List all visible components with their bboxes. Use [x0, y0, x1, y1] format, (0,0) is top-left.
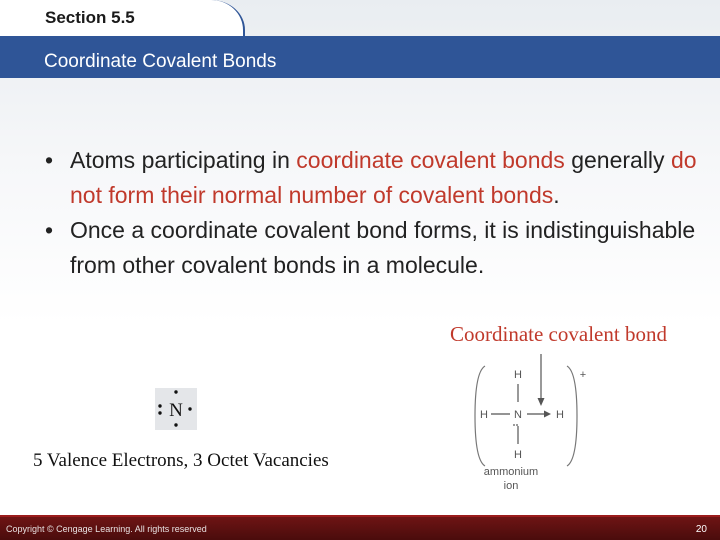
ammonium-label-line1: ammonium [483, 466, 539, 478]
bullet-1-text-c: . [553, 182, 560, 208]
right-bracket [567, 366, 577, 466]
ammonium-structure [471, 348, 593, 496]
ammonium-label-line2: ion [503, 480, 519, 492]
coordinate-bond-label: Coordinate covalent bond [450, 322, 667, 346]
page-number: 20 [695, 524, 707, 535]
charge-sign: + [579, 369, 587, 381]
nitrogen-center: N [514, 409, 522, 421]
nitrogen-lewis-structure [155, 388, 197, 430]
nitrogen-symbol: N [169, 400, 183, 421]
lone-electron-bottom [174, 423, 177, 426]
bullet-item-2 [45, 213, 705, 283]
lone-electron-top [174, 390, 177, 393]
bullet-item-1 [45, 143, 705, 213]
electron-pair-left-1 [158, 404, 161, 407]
bullet-1-text-a: Atoms participating in [70, 147, 297, 173]
lone-electron-right [188, 407, 191, 410]
electron-pair-left-2 [158, 411, 161, 414]
bullet-2-text: Once a coordinate covalent bond forms, it is indistinguishable from other covalent bonds in a molecule. [70, 217, 696, 278]
section-label: Section 5.5 [45, 8, 135, 27]
hydrogen-right: H [556, 409, 564, 421]
coordinate-bond-arrowhead [544, 411, 551, 418]
bullet-1-highlight-a: coordinate covalent bonds [296, 147, 565, 173]
valence-caption: 5 Valence Electrons, 3 Octet Vacancies [33, 450, 329, 471]
label-pointer-arrowhead [538, 398, 545, 406]
slide-title: Coordinate Covalent Bonds [44, 51, 277, 72]
pair-dot-2 [516, 424, 518, 426]
hydrogen-top: H [514, 369, 522, 381]
pair-dot-1 [513, 424, 515, 426]
bullet-list [45, 143, 705, 283]
copyright-text: Copyright © Cengage Learning. All rights reserved [6, 524, 207, 534]
hydrogen-bottom: H [514, 449, 522, 461]
bullet-1-highlight-b: do not form their normal number of covalent bonds [70, 147, 697, 208]
ammonium-diagram [471, 348, 593, 496]
hydrogen-left: H [480, 409, 488, 421]
bullet-1-text-b: generally [564, 147, 671, 173]
